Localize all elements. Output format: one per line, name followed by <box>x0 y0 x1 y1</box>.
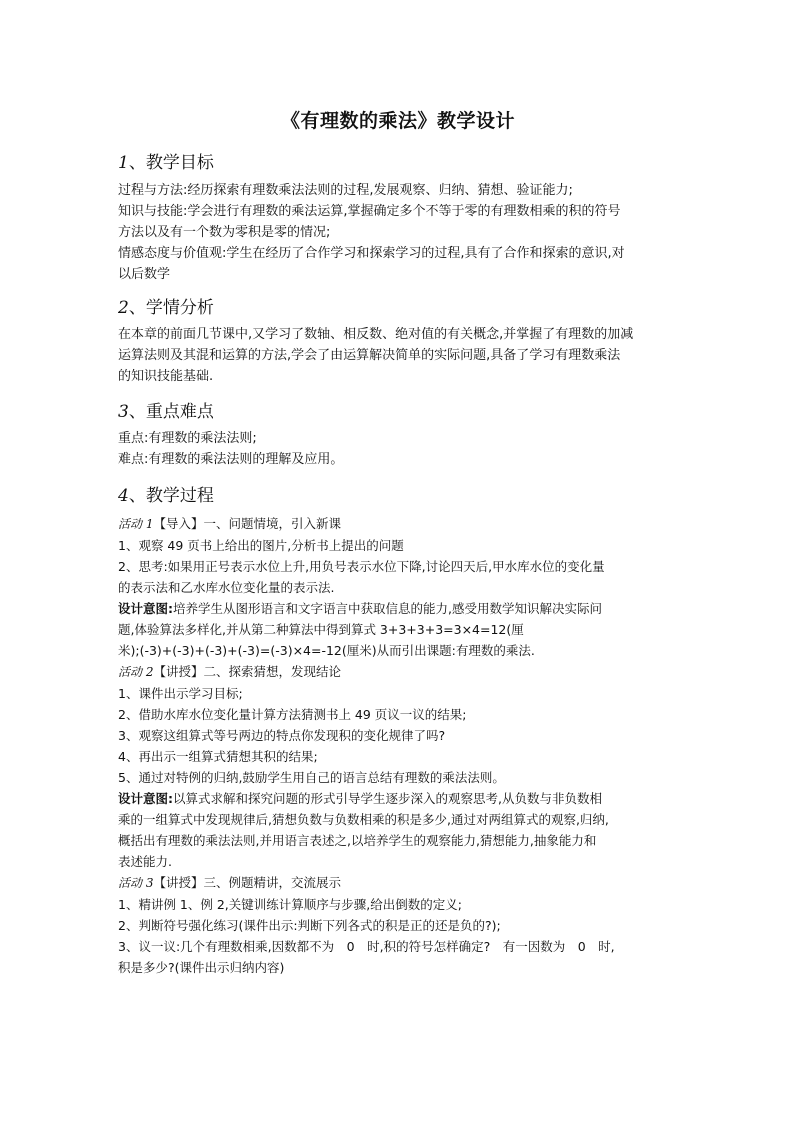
section-3-body <box>118 428 678 470</box>
section-2-title: 、学情分析 <box>128 298 214 318</box>
section-2-heading <box>118 293 214 318</box>
text-line: 过程与方法:经历探索有理数乘法法则的过程,发展观察、归纳、猜想、验证能力; <box>118 183 573 198</box>
text-line: 难点:有理数的乘法法则的理解及应用。 <box>118 452 344 467</box>
text-line: 表述能力. <box>118 854 172 869</box>
section-3-heading <box>118 397 214 422</box>
text-line: 米);(-3)+(-3)+(-3)+(-3)=(-3)×4=-12(厘米)从而引出课题:有理数的乘法. <box>118 643 535 658</box>
text-line: 积是多少?(课件出示归纳内容) <box>118 960 285 975</box>
text-line: 5、通过对特例的归纳,鼓励学生用自己的语言总结有理数的乘法法则。 <box>118 770 505 785</box>
text-line: 方法以及有一个数为零积是零的情况; <box>118 225 331 240</box>
design-intent-1 <box>118 598 678 619</box>
section-4-heading <box>118 481 214 506</box>
activity-2-header <box>118 661 678 683</box>
section-4-title: 、教学过程 <box>128 486 214 506</box>
text-line: 重点:有理数的乘法法则; <box>118 431 257 446</box>
activity-3-tag: 活动 3 <box>118 876 154 890</box>
section-3-title: 、重点难点 <box>128 402 214 422</box>
section-4-body <box>118 513 678 978</box>
text-line: 1、观察 49 页书上给出的图片,分析书上提出的问题 <box>118 538 404 553</box>
text-line: 3、观察这组算式等号两边的特点你发现积的变化规律了吗? <box>118 728 446 743</box>
text-line: 运算法则及其混和运算的方法,学会了由运算解决简单的实际问题,具备了学习有理数乘法 <box>118 348 621 363</box>
activity-2-tag: 活动 2 <box>118 665 154 679</box>
text-line: 知识与技能:学会进行有理数的乘法运算,掌握确定多个不等于零的有理数相乘的积的符号 <box>118 204 621 219</box>
activity-1-header <box>118 513 678 535</box>
text-line: 1、精讲例 1、例 2,关键训练计算顺序与步骤,给出倒数的定义; <box>118 897 462 912</box>
activity-3-header <box>118 872 678 894</box>
section-3-number: 3 <box>118 402 129 422</box>
text-line: 以后数学 <box>118 267 171 282</box>
design-intent-label: 设计意图: <box>118 601 173 616</box>
section-4-number: 4 <box>118 486 129 506</box>
activity-3-label: 【讲授】三、例题精讲，交流展示 <box>153 875 341 890</box>
text-line: 2、借助水库水位变化量计算方法猜测书上 49 页议一议的结果; <box>118 707 467 722</box>
section-2-body <box>118 324 678 387</box>
text-line: 题,体验算法多样化,并从第二种算法中得到算式 3+3+3+3=3×4=12(厘 <box>118 622 524 637</box>
design-intent-label: 设计意图: <box>118 791 173 806</box>
text-line: 1、课件出示学习目标; <box>118 686 243 701</box>
section-2-number: 2 <box>118 298 129 318</box>
text-line: 在本章的前面几节课中,又学习了数轴、相反数、绝对值的有关概念,并掌握了有理数的加减 <box>118 327 634 342</box>
activity-1-label: 【导入】一、问题情境，引入新课 <box>153 516 341 531</box>
document-title: 《有理数的乘法》教学设计 <box>280 110 515 132</box>
text-line: 4、再出示一组算式猜想其积的结果; <box>118 749 318 764</box>
text-line: 2、思考:如果用正号表示水位上升,用负号表示水位下降,讨论四天后,甲水库水位的变化量 <box>118 559 605 574</box>
text-line: 的知识技能基础. <box>118 369 214 384</box>
section-1-title: 、教学目标 <box>128 153 214 173</box>
design-intent-2 <box>118 788 678 809</box>
design-intent-text: 培养学生从图形语言和文字语言中获取信息的能力,感受用数学知识解决实际问 <box>173 601 602 616</box>
design-intent-text: 以算式求解和探究问题的形式引导学生逐步深入的观察思考,从负数与非负数相 <box>173 791 602 806</box>
text-line: 3、议一议:几个有理数相乘,因数都不为 0 时,积的符号怎样确定? 有一因数为 0 时, <box>118 939 615 954</box>
activity-2-label: 【讲授】二、探索猜想，发现结论 <box>153 664 341 679</box>
text-line: 2、判断符号强化练习(课件出示:判断下列各式的积是正的还是负的?); <box>118 918 501 933</box>
activity-1-tag: 活动 1 <box>118 517 154 531</box>
section-1-number: 1 <box>118 153 129 173</box>
text-line: 概括出有理数的乘法法则,并用语言表述之,以培养学生的观察能力,猜想能力,抽象能力和 <box>118 833 597 848</box>
text-line: 乘的一组算式中发现规律后,猜想负数与负数相乘的积是多少,通过对两组算式的观察,归纳, <box>118 812 609 827</box>
text-line: 情感态度与价值观:学生在经历了合作学习和探索学习的过程,具有了合作和探索的意识,对 <box>118 246 625 261</box>
section-1-body <box>118 180 678 285</box>
text-line: 的表示法和乙水库水位变化量的表示法. <box>118 580 335 595</box>
section-1-heading <box>118 148 214 173</box>
